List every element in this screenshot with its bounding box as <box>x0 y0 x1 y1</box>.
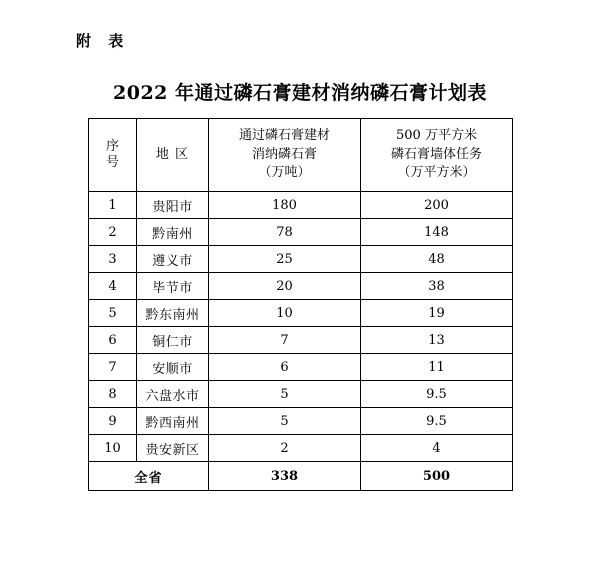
cell-wall-task: 48 <box>361 246 513 273</box>
cell-consumption: 6 <box>209 354 361 381</box>
cell-index: 1 <box>89 192 137 219</box>
attachment-label: 附 表 <box>76 32 130 50</box>
cell-wall-task: 11 <box>361 354 513 381</box>
cell-region: 黔东南州 <box>137 300 209 327</box>
cell-index: 4 <box>89 273 137 300</box>
table-header <box>89 119 513 192</box>
table-row <box>89 327 513 354</box>
table-row <box>89 408 513 435</box>
cell-index: 3 <box>89 246 137 273</box>
cell-wall-task: 200 <box>361 192 513 219</box>
cell-index: 10 <box>89 435 137 462</box>
cell-consumption: 25 <box>209 246 361 273</box>
cell-index: 2 <box>89 219 137 246</box>
column-header-consumption-line1: 通过磷石膏建材 <box>238 127 330 143</box>
cell-index: 7 <box>89 354 137 381</box>
column-header-region: 地 区 <box>137 119 209 192</box>
cell-region: 毕节市 <box>137 273 209 300</box>
table-row <box>89 273 513 300</box>
column-header-index-line1: 序 <box>105 138 119 154</box>
cell-total-wall-task: 500 <box>361 462 513 491</box>
column-header-wall-task-line1: 500 万平方米 <box>396 127 477 143</box>
table-row <box>89 435 513 462</box>
table-header-row <box>89 119 513 192</box>
table-row <box>89 246 513 273</box>
cell-consumption: 2 <box>209 435 361 462</box>
cell-wall-task: 9.5 <box>361 381 513 408</box>
table-total-row <box>89 462 513 491</box>
cell-total-label: 全省 <box>89 462 209 491</box>
cell-index: 6 <box>89 327 137 354</box>
column-header-consumption-line3: （万吨） <box>258 165 311 181</box>
cell-region: 黔西南州 <box>137 408 209 435</box>
cell-region: 铜仁市 <box>137 327 209 354</box>
table-row <box>89 300 513 327</box>
cell-consumption: 5 <box>209 408 361 435</box>
cell-consumption: 7 <box>209 327 361 354</box>
cell-wall-task: 148 <box>361 219 513 246</box>
column-header-wall-task-line3: （万平方米） <box>397 165 476 181</box>
cell-wall-task: 4 <box>361 435 513 462</box>
table-footer <box>89 462 513 491</box>
cell-region: 贵阳市 <box>137 192 209 219</box>
column-header-wall-task-line2: 磷石膏墙体任务 <box>390 146 482 162</box>
cell-consumption: 20 <box>209 273 361 300</box>
table-row <box>89 381 513 408</box>
column-header-consumption-line2: 消纳磷石膏 <box>251 146 317 162</box>
cell-index: 8 <box>89 381 137 408</box>
phosphogypsum-plan-table <box>88 118 513 491</box>
column-header-consumption <box>209 119 361 192</box>
cell-wall-task: 38 <box>361 273 513 300</box>
column-header-index <box>89 119 137 192</box>
cell-index: 9 <box>89 408 137 435</box>
column-header-wall-task <box>361 119 513 192</box>
cell-consumption: 180 <box>209 192 361 219</box>
table-row <box>89 192 513 219</box>
cell-index: 5 <box>89 300 137 327</box>
plan-table-container <box>88 118 512 491</box>
cell-region: 遵义市 <box>137 246 209 273</box>
cell-total-consumption: 338 <box>209 462 361 491</box>
cell-consumption: 5 <box>209 381 361 408</box>
table-row <box>89 219 513 246</box>
cell-wall-task: 19 <box>361 300 513 327</box>
page-title: 2022 年通过磷石膏建材消纳磷石膏计划表 <box>113 82 487 104</box>
column-header-index-line2: 号 <box>105 155 119 170</box>
cell-consumption: 10 <box>209 300 361 327</box>
cell-wall-task: 9.5 <box>361 408 513 435</box>
cell-wall-task: 13 <box>361 327 513 354</box>
cell-region: 安顺市 <box>137 354 209 381</box>
cell-region: 黔南州 <box>137 219 209 246</box>
table-row <box>89 354 513 381</box>
cell-region: 贵安新区 <box>137 435 209 462</box>
table-body <box>89 192 513 462</box>
cell-region: 六盘水市 <box>137 381 209 408</box>
cell-consumption: 78 <box>209 219 361 246</box>
